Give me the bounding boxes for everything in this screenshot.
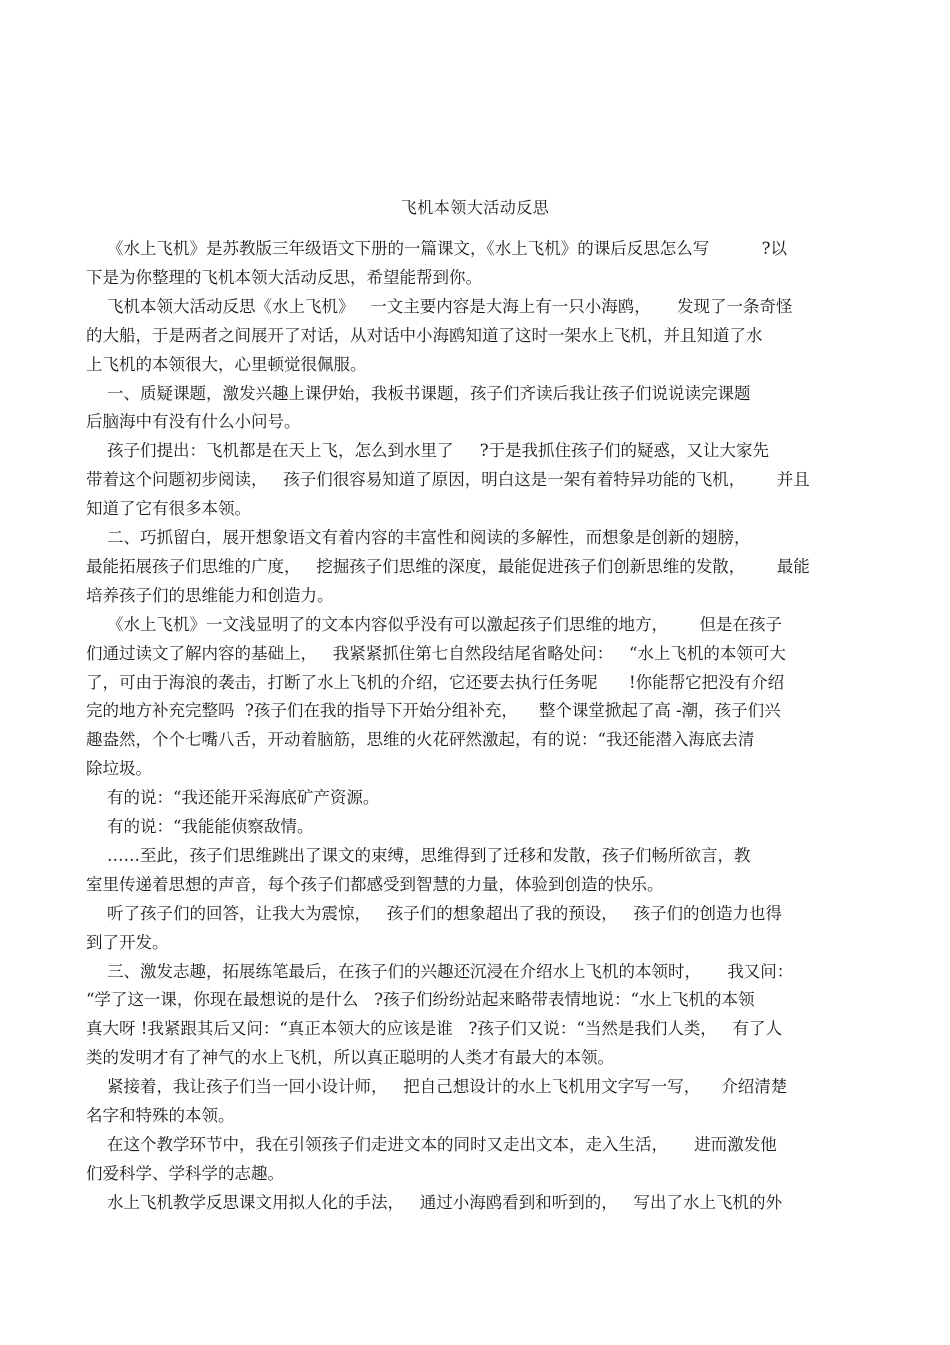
text-line: 带着这个问题初步阅读， 孩子们很容易知道了原因，明白这是一架有着特异功能的飞机， 并且 <box>86 470 810 490</box>
text-line: 二、巧抓留白，展开想象语文有着内容的丰富性和阅读的多解性，而想象是创新的翅膀， <box>86 528 751 547</box>
text-line: 有的说：“我还能开采海底矿产资源。 <box>86 788 380 808</box>
text-line: 趣盎然，个个七嘴八舌，开动着脑筋，思维的火花砰然激起，有的说：“我还能潜入海底去清 <box>86 730 755 750</box>
text-line: 后脑海中有没有什么小问号。 <box>86 412 301 432</box>
text-line: 培养孩子们的思维能力和创造力。 <box>86 585 334 605</box>
text-line: 有的说：“我能能侦察敌情。 <box>86 817 314 836</box>
text-line: 最能拓展孩子们思维的广度， 挖掘孩子们思维的深度，最能促进孩子们创新思维的发散， 最能 <box>86 556 810 576</box>
text-line: 类的发明才有了神气的水上飞机，所以真正聪明的人类才有最大的本领。 <box>86 1048 614 1068</box>
text-line: 到了开发。 <box>86 932 169 952</box>
text-line: 完的地方补充完整吗 ?孩子们在我的指导下开始分组补充， 整个课堂掀起了高 -潮，孩子们兴 <box>86 701 781 721</box>
text-line: 室里传递着思想的声音，每个孩子们都感受到智慧的力量，体验到创造的快乐。 <box>86 874 664 894</box>
text-line: 在这个教学环节中，我在引领孩子们走进文本的同时又走出文本，走入生活， 进而激发他 <box>86 1134 777 1154</box>
text-line: 《水上飞机》一文浅显明了的文本内容似乎没有可以激起孩子们思维的地方， 但是在孩子 <box>86 614 782 634</box>
text-line: 水上飞机教学反思课文用拟人化的手法， 通过小海鸥看到和听到的， 写出了水上飞机的外 <box>86 1192 782 1212</box>
text-line: 紧接着，我让孩子们当一回小设计师， 把自己想设计的水上飞机用文字写一写， 介绍清楚 <box>86 1077 788 1097</box>
text-line: 上飞机的本领很大，心里顿觉很佩服。 <box>86 354 367 374</box>
text-line: 三、激发志趣，拓展练笔最后，在孩子们的兴趣还沉浸在介绍水上飞机的本领时， 我又问： <box>86 961 794 981</box>
text-line: 一、质疑课题，激发兴趣上课伊始，我板书课题，孩子们齐读后我让孩子们说说读完课题 <box>86 383 751 403</box>
text-line: 听了孩子们的回答，让我大为震惊， 孩子们的想象超出了我的预设， 孩子们的创造力也得 <box>86 903 782 923</box>
text-line: 名字和特殊的本领。 <box>86 1106 235 1125</box>
text-line: 下是为你整理的飞机本领大活动反思，希望能帮到你。 <box>86 267 482 287</box>
text-line: 了，可由于海浪的袭击，打断了水上飞机的介绍，它还要去执行任务呢 !你能帮它把没有介绍 <box>86 672 785 692</box>
text-line: ……至此，孩子们思维跳出了课文的束缚，思维得到了迁移和发散，孩子们畅所欲言，教 <box>86 845 751 865</box>
text-line: 知道了它有很多本领。 <box>86 499 251 519</box>
text-line: 真大呀 !我紧跟其后又问：“真正本领大的应该是谁 ?孩子们又说：“当然是我们人类， 有了人 <box>86 1019 783 1039</box>
text-line: 飞机本领大活动反思《水上飞机》 一文主要内容是大海上有一只小海鸥， 发现了一条奇怪 <box>86 296 793 316</box>
text-line: 们通过读文了解内容的基础上， 我紧紧抓住第七自然段结尾省略处问： “水上飞机的本领可大 <box>86 643 786 663</box>
text-line: “学了这一课，你现在最想说的是什么 ?孩子们纷纷站起来略带表情地说：“水上飞机的本领 <box>86 990 755 1010</box>
text-line: 的大船，于是两者之间展开了对话，从对话中小海鸥知道了这时一架水上飞机，并且知道了水 <box>86 325 763 345</box>
text-line: 孩子们提出：飞机都是在天上飞，怎么到水里了 ?于是我抓住孩子们的疑惑，又让大家先 <box>86 441 770 461</box>
text-line: 《水上飞机》是苏教版三年级语文下册的一篇课文，《水上飞机》的课后反思怎么写 ?以 <box>86 239 788 258</box>
text-line: 们爱科学、学科学的志趣。 <box>86 1163 284 1183</box>
text-line: 除垃圾。 <box>86 759 152 779</box>
document-title: 飞机本领大活动反思 <box>400 198 550 217</box>
